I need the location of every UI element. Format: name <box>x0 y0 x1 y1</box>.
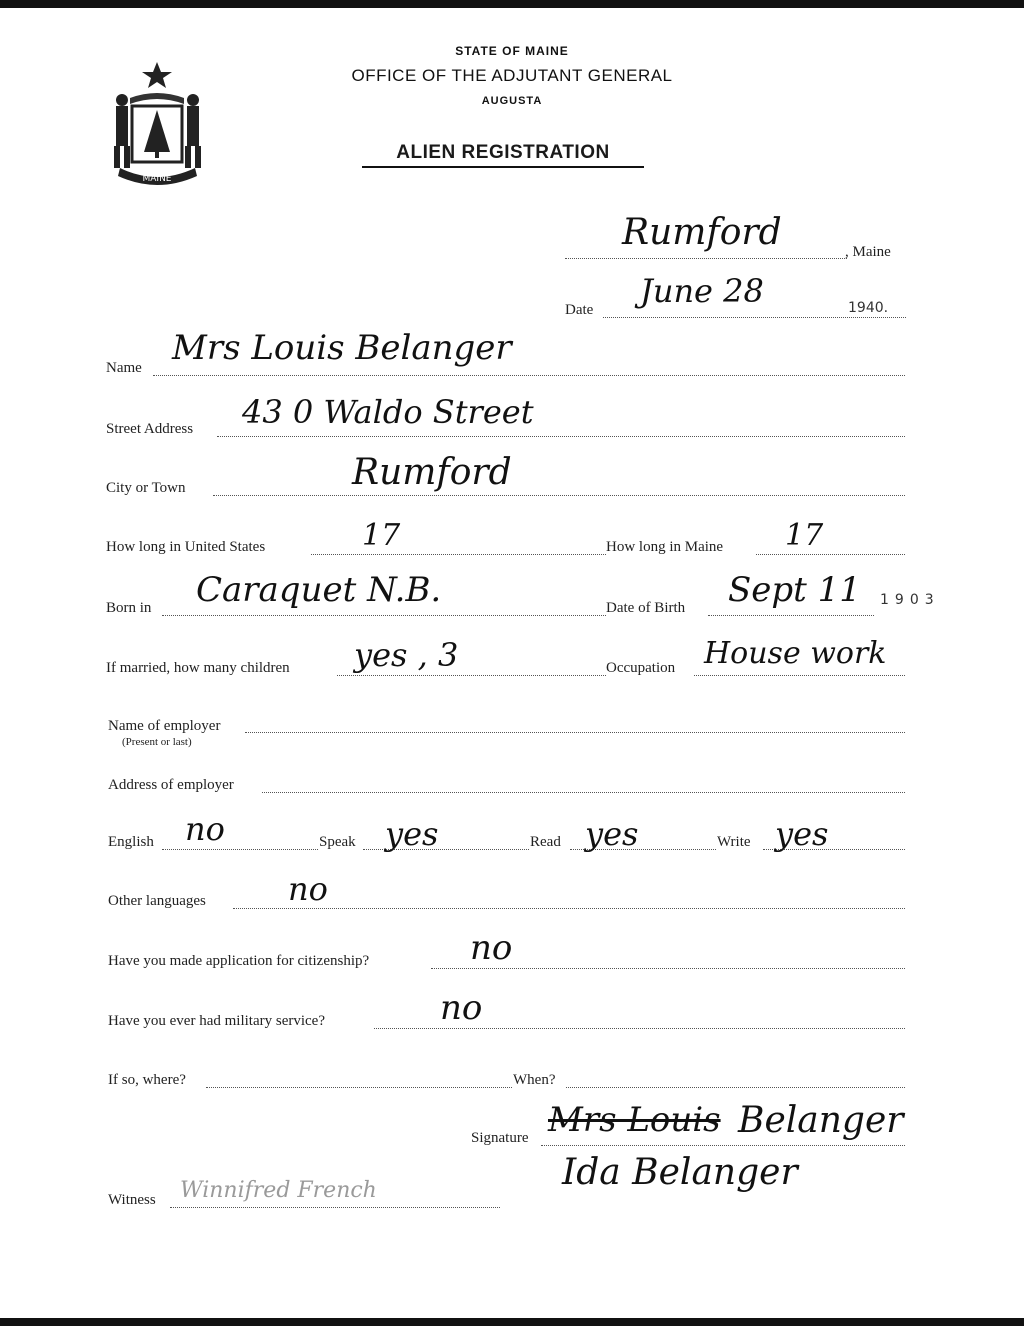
occupation-label: Occupation <box>606 660 676 676</box>
city-line <box>213 495 905 496</box>
citizenship-line <box>431 968 905 969</box>
signature-second-line: Ida Belanger <box>562 1152 798 1193</box>
header-state: STATE OF MAINE <box>455 44 569 58</box>
how-long-maine-value: 17 <box>785 518 824 553</box>
witness-label: Witness <box>108 1192 156 1208</box>
english-value: no <box>185 810 225 848</box>
occupation-value: House work <box>704 636 887 671</box>
place-value: Rumford <box>622 212 782 253</box>
signature-value: Belanger <box>738 1100 904 1141</box>
other-languages-line <box>233 908 905 909</box>
date-value: June 28 <box>640 272 764 310</box>
employer-name-line <box>245 732 905 733</box>
read-label: Read <box>530 834 561 850</box>
scan-bottom-edge <box>0 1318 1024 1326</box>
signature-line <box>541 1145 905 1146</box>
date-line <box>603 317 906 318</box>
scan-top-edge <box>0 0 1024 8</box>
military-line <box>374 1028 905 1029</box>
military-label: Have you ever had military service? <box>108 1013 325 1029</box>
english-label: English <box>108 834 154 850</box>
occupation-line <box>694 675 905 676</box>
date-of-birth-label: Date of Birth <box>606 600 686 616</box>
date-of-birth-value: Sept 11 <box>728 570 861 610</box>
english-line <box>162 849 318 850</box>
form-title: ALIEN REGISTRATION <box>362 142 644 168</box>
other-languages-value: no <box>288 870 328 908</box>
how-long-maine-label: How long in Maine <box>606 539 724 555</box>
header-office: OFFICE OF THE ADJUTANT GENERAL <box>351 66 673 85</box>
write-value: yes <box>775 815 829 853</box>
date-year: 1940. <box>848 300 889 316</box>
born-in-value: Caraquet N.B. <box>196 570 442 610</box>
street-line <box>217 436 905 437</box>
citizenship-label: Have you made application for citizenship? <box>108 953 370 969</box>
name-label: Name <box>106 360 142 376</box>
employer-name-sublabel: (Present or last) <box>122 736 192 748</box>
born-in-line <box>162 615 606 616</box>
witness-value: Winnifred French <box>180 1178 377 1203</box>
date-label: Date <box>565 302 594 318</box>
read-value: yes <box>585 815 639 853</box>
born-in-label: Born in <box>106 600 152 616</box>
write-label: Write <box>717 834 751 850</box>
citizenship-value: no <box>470 928 513 968</box>
name-line <box>153 375 905 376</box>
signature-struck-value: Mrs Louis <box>548 1100 721 1140</box>
header-city: AUGUSTA <box>481 95 543 107</box>
if-so-where-line <box>206 1087 512 1088</box>
witness-line <box>170 1207 500 1208</box>
married-children-value: yes , 3 <box>354 636 459 674</box>
married-children-line <box>337 675 606 676</box>
employer-name-label: Name of employer <box>108 718 221 734</box>
speak-value: yes <box>385 815 439 853</box>
other-languages-label: Other languages <box>108 893 206 909</box>
city-label: City or Town <box>106 480 186 496</box>
name-value: Mrs Louis Belanger <box>172 328 512 368</box>
maine-label: , Maine <box>845 244 891 260</box>
signature-label: Signature <box>471 1130 529 1146</box>
speak-label: Speak <box>319 834 356 850</box>
street-value: 43 0 Waldo Street <box>242 393 534 431</box>
place-line <box>565 258 847 259</box>
city-value: Rumford <box>352 452 512 493</box>
svg-text:MAINE: MAINE <box>142 174 172 184</box>
married-children-label: If married, how many children <box>106 660 290 676</box>
when-label: When? <box>513 1072 556 1088</box>
date-of-birth-line <box>708 615 874 616</box>
employer-address-line <box>262 792 905 793</box>
birth-year-value: 1903 <box>880 592 940 608</box>
if-so-where-label: If so, where? <box>108 1072 186 1088</box>
how-long-us-label: How long in United States <box>106 539 266 555</box>
military-value: no <box>440 988 483 1028</box>
how-long-us-line <box>311 554 606 555</box>
street-label: Street Address <box>106 421 194 437</box>
employer-address-label: Address of employer <box>108 777 234 793</box>
how-long-us-value: 17 <box>362 518 401 553</box>
when-line <box>566 1087 905 1088</box>
how-long-maine-line <box>756 554 905 555</box>
